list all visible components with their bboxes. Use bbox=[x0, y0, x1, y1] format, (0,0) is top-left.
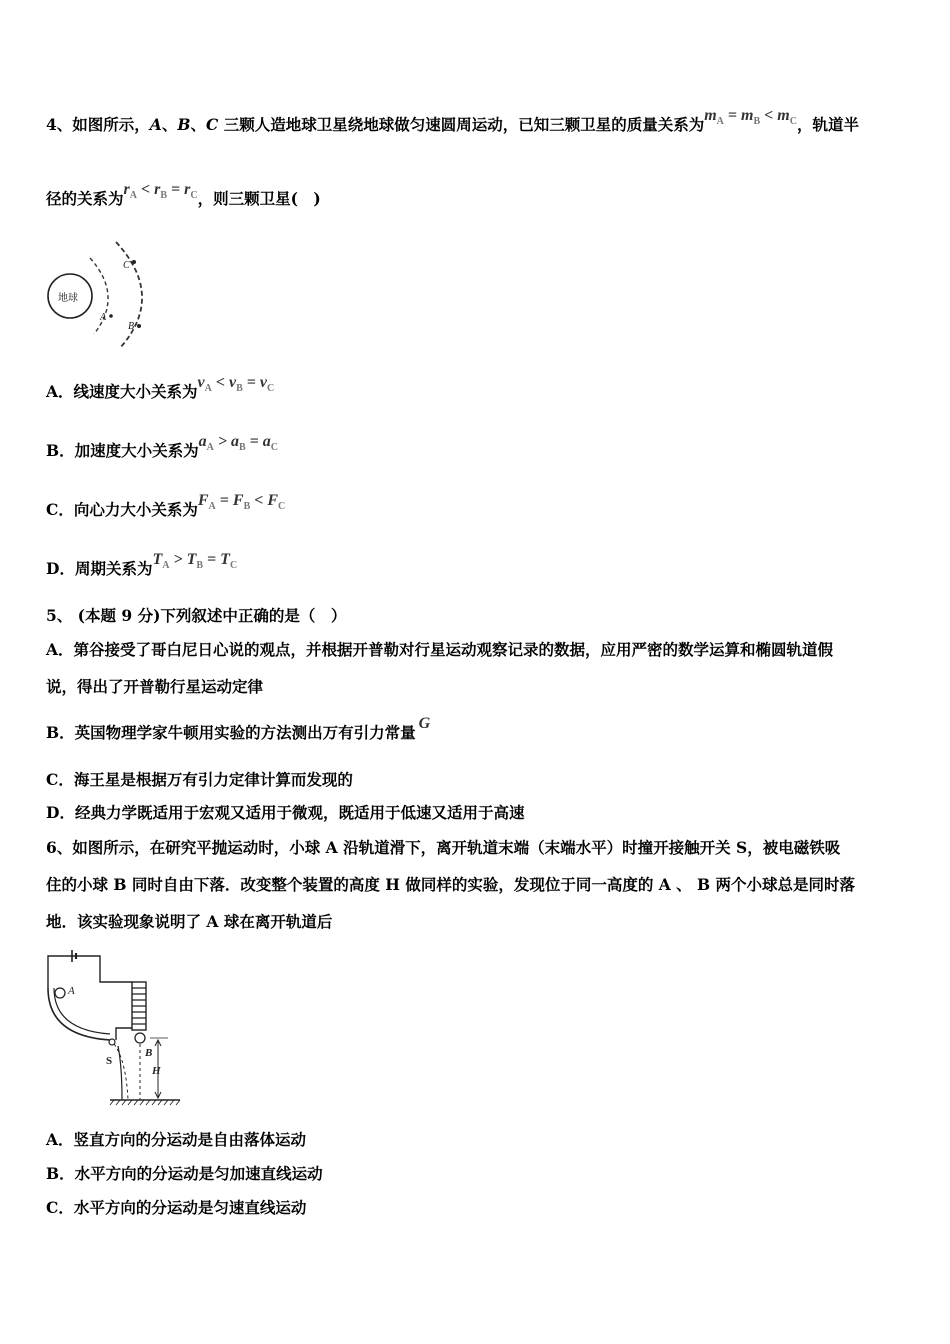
q4-line1: 4、如图所示，A、B、C 三颗人造地球卫星绕地球做匀速圆周运动，已知三颗卫星的质量关系为$m_A = m_B < m_C$，轨道半 bbox=[46, 107, 859, 134]
switch-s-label: S bbox=[106, 1055, 113, 1067]
formula-text: $v_A < v_B = v_C$ bbox=[197, 374, 275, 395]
q5-stem: 5、 (本题 9 分)下列叙述中正确的是（ ） bbox=[46, 606, 347, 625]
q6-option-b: B．水平方向的分运动是匀加速直线运动 bbox=[46, 1164, 323, 1183]
formula-text: $F_A = F_B < F_C$ bbox=[197, 492, 286, 513]
orbit-diagram bbox=[44, 238, 164, 353]
radius-relation-formula bbox=[123, 181, 198, 202]
ball-a bbox=[55, 988, 65, 998]
projectile-apparatus-diagram bbox=[44, 948, 184, 1108]
q6-line2: 住的小球 B 同时自由下落．改变整个装置的高度 H 做同样的实验，发现位于同一高度的 A 、 B 两个小球总是同时落 bbox=[46, 875, 856, 894]
q6-line3: 地．该实验现象说明了 A 球在离开轨道后 bbox=[46, 912, 333, 931]
height-label: H bbox=[152, 1065, 161, 1077]
sat-b-dot bbox=[137, 324, 141, 328]
q4-option-c: C．向心力大小关系为$F_A = F_B < F_C$ bbox=[46, 492, 286, 519]
electromagnet-coil bbox=[132, 988, 146, 1024]
sat-a-label: A bbox=[149, 115, 162, 134]
sat-a-dot bbox=[109, 314, 113, 318]
ball-a-label: A bbox=[68, 985, 75, 997]
q4-option-d: D．周期关系为$T_A > T_B = T_C$ bbox=[46, 551, 238, 578]
formula-text: $T_A > T_B = T_C$ bbox=[152, 551, 238, 572]
orbit-bc bbox=[116, 242, 142, 348]
sat-c-dot bbox=[132, 260, 136, 264]
formula-text: $a_A > a_B = a_C$ bbox=[198, 433, 279, 454]
q4-option-a-formula bbox=[197, 374, 275, 395]
q4-option-b: B．加速度大小关系为$a_A > a_B = a_C$ bbox=[46, 433, 279, 460]
gravitational-constant-symbol: G bbox=[418, 715, 431, 732]
q6-line1: 6、如图所示，在研究平抛运动时，小球 A 沿轨道滑下，离开轨道末端（末端水平）时撞开接触开关 S，被电磁铁吸 bbox=[46, 838, 841, 857]
formula-text: $r_A < r_B = r_C$ bbox=[123, 181, 198, 202]
q5-option-c: C．海王星是根据万有引力定律计算而发现的 bbox=[46, 770, 353, 789]
q5-option-b: B．英国物理学家牛顿用实验的方法测出万有引力常量 G bbox=[46, 715, 431, 742]
sat-c-label: C bbox=[205, 115, 219, 134]
earth-label: 地球 bbox=[58, 293, 78, 304]
orbit-label-b: B bbox=[128, 321, 135, 332]
ball-b bbox=[135, 1033, 145, 1043]
sat-b-label: B bbox=[177, 115, 191, 134]
q6-option-c: C．水平方向的分运动是匀速直线运动 bbox=[46, 1198, 307, 1217]
q4-option-b-formula bbox=[198, 433, 279, 454]
q4-option-d-formula bbox=[152, 551, 238, 572]
q6-option-a: A．竖直方向的分运动是自由落体运动 bbox=[46, 1130, 307, 1149]
switch-wire bbox=[116, 1028, 132, 1040]
track-support bbox=[118, 1046, 122, 1100]
q4-option-c-formula bbox=[197, 492, 286, 513]
mass-relation-formula bbox=[704, 107, 797, 128]
q4-option-a: A．线速度大小关系为$v_A < v_B = v_C$ bbox=[46, 374, 275, 401]
formula-text: $m_A = m_B < m_C$ bbox=[704, 107, 797, 128]
ground-hatch bbox=[110, 1100, 180, 1105]
q4-line2: 径的关系为$r_A < r_B = r_C$，则三颗卫星( ) bbox=[46, 181, 321, 208]
ball-b-label: B bbox=[145, 1047, 153, 1059]
q5-option-d: D．经典力学既适用于宏观又适用于微观，既适用于低速又适用于高速 bbox=[46, 803, 525, 822]
orbit-label-a: A bbox=[100, 312, 107, 323]
q5-option-a-cont: 说，得出了开普勒行星运动定律 bbox=[46, 677, 264, 696]
q5-option-a: A．第谷接受了哥白尼日心说的观点，并根据开普勒对行星运动观察记录的数据，应用严密的数学运算和椭圆轨道假 bbox=[46, 640, 834, 659]
circuit-wire bbox=[48, 956, 132, 988]
orbit-label-c: C bbox=[123, 260, 130, 271]
